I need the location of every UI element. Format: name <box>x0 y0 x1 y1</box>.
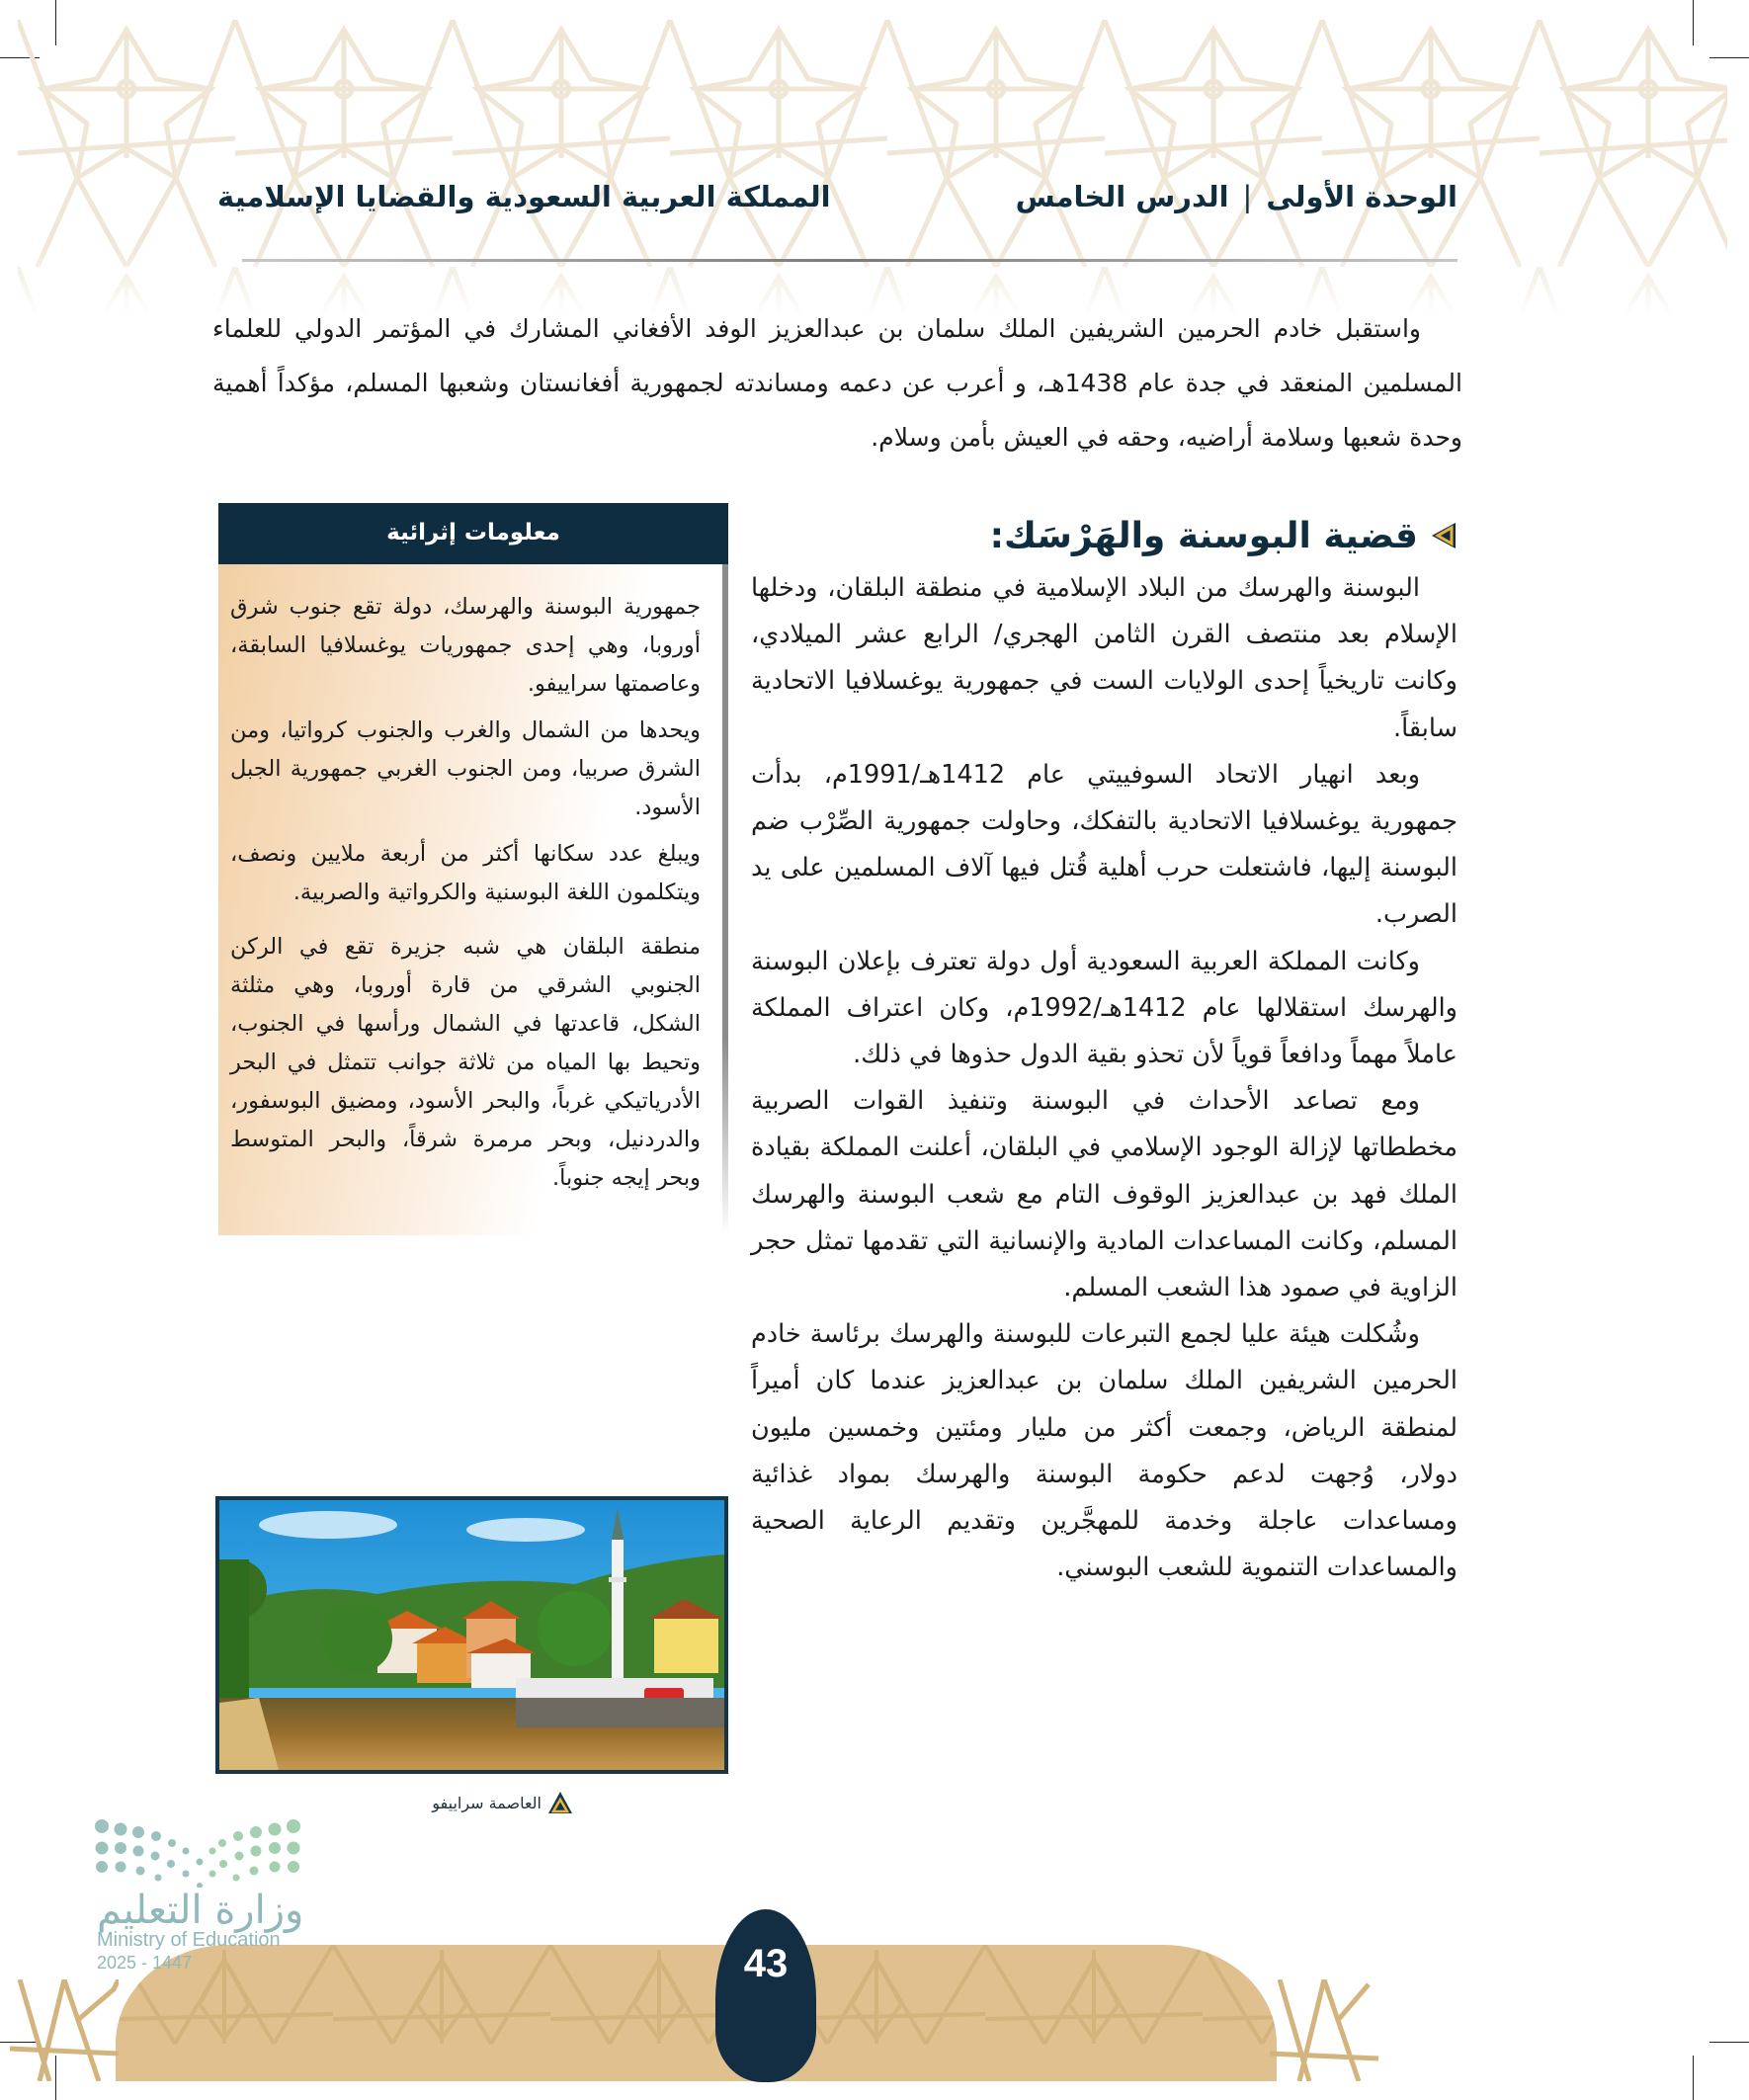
ministry-dots-icon <box>94 1818 316 1888</box>
photo-caption <box>375 1791 573 1814</box>
section-title: قضية البوسنة والهَرْسَك: <box>989 515 1418 556</box>
header-divider <box>242 259 1458 262</box>
header-lesson-path <box>1016 180 1458 213</box>
enrichment-title: معلومات إثرائية <box>218 503 728 564</box>
footer-pattern-right <box>1270 1979 1378 2081</box>
triangle-caption-icon <box>547 1791 573 1814</box>
main-paragraph: البوسنة والهرسك من البلاد الإسلامية في منطقة البلقان، ودخلها الإسلام بعد منتصف القرن الثامن الهجري/ الرابع عشر الميلادي، وكانت تاريخياً إحدى الولايات الست في جمهورية يوغسلافيا الاتحادية سابقاً. <box>751 573 1458 743</box>
header-geometric-pattern <box>18 20 1727 316</box>
header-lesson: الدرس الخامس <box>1015 180 1229 213</box>
enrichment-paragraph: منطقة البلقان هي شبه جزيرة تقع في الركن الجنوبي الشرقي من قارة أوروبا، وهي مثلثة الشكل، قاعدتها في الشمال ورأسها في الجنوب، وتحيط بها المياه من ثلاثة جوانب تتمثل في البحر الأدرياتيكي غرباً، والبحر الأسود، ومضيق البوسفور، والدردنيل، وبحر مرمرة شرقاً، والبحر المتوسط وبحر إيجه جنوباً. <box>230 934 701 1191</box>
enrichment-box <box>218 503 728 1235</box>
section-heading <box>751 506 1458 565</box>
enrichment-paragraph: جمهورية البوسنة والهرسك، دولة تقع جنوب شرق أوروبا، وهي إحدى جمهوريات يوغسلافيا السابقة، وعاصمتها سراييفو. <box>230 594 701 697</box>
intro-paragraph: واستقبل خادم الحرمين الشريفين الملك سلمان بن عبدالعزيز الوفد الأفغاني المشارك في المؤتمر الدولي للعلماء المسلمين المنعقد في جدة عام 1438هـ، و أعرب عن دعمه ومساندته لجمهورية أفغانستان وشعبها المسلم، مؤكداً أهمية وحدة شعبها وسلامة أراضيه، وحقه في العيش بأمن وسلام. <box>212 314 1462 452</box>
edition-year: 2025 - 1447 <box>97 1953 193 1973</box>
ministry-name-arabic: وزارة التعليم <box>97 1888 304 1933</box>
main-paragraph: وبعد انهيار الاتحاد السوفييتي عام 1412هـ/1991م، بدأت جمهورية يوغسلافيا الاتحادية بالتفكك، وحاولت جمهورية الصِّرْب ضم البوسنة إليها، فاشتعلت حرب أهلية قُتل فيها آلاف المسلمين على يد الصرب. <box>751 759 1458 930</box>
main-paragraph: وشُكلت هيئة عليا لجمع التبرعات للبوسنة والهرسك برئاسة خادم الحرمين الشريفين الملك سلمان بن عبدالعزيز عندما كان أميراً لمنطقة الرياض، وجمعت أكثر من مليار ومئتين وخمسين مليون دولار، وُجهت لدعم حكومة البوسنة والهرسك بمواد غذائية ومساعدات عاجلة وخدمة للمهجَّرين وتقديم الرعاية الصحية والمساعدات التنموية للشعب البوسني. <box>751 1319 1458 1583</box>
triangle-pointer-icon <box>1430 521 1458 550</box>
footer-pattern-left <box>10 1979 119 2081</box>
intro-section <box>212 301 1462 464</box>
crop-mark <box>1709 2042 1749 2043</box>
sarajevo-photo <box>215 1496 728 1774</box>
main-column <box>751 506 1458 1591</box>
enrichment-paragraph: ويبلغ عدد سكانها أكثر من أربعة ملايين ونصف، ويتكلمون اللغة البوسنية والكرواتية والصربية. <box>230 841 701 905</box>
footer-band <box>116 1945 1277 2081</box>
caption-text: العاصمة سراييفو <box>432 1793 541 1812</box>
header-subject: المملكة العربية السعودية والقضايا الإسلامية <box>217 180 831 213</box>
main-paragraph: ومع تصاعد الأحداث في البوسنة وتنفيذ القوات الصربية مخططاتها لإزالة الوجود الإسلامي في البلقان، أعلنت المملكة بقيادة الملك فهد بن عبدالعزيز الوقوف التام مع شعب البوسنة والهرسك المسلم، وكانت المساعدات المادية والإنسانية التي تقدمها تمثل حجر الزاوية في صمود هذا الشعب المسلم. <box>751 1086 1458 1303</box>
main-paragraph: وكانت المملكة العربية السعودية أول دولة تعترف بإعلان البوسنة والهرسك استقلالها عام 1412هـ/1992م، وكان اعتراف المملكة عاملاً مهماً ودافعاً قوياً لأن تحذو بقية الدول حذوها في ذلك. <box>751 946 1458 1070</box>
page-number: 43 <box>715 1909 816 2082</box>
header-unit: الوحدة الأولى <box>1266 180 1458 213</box>
enrichment-body <box>218 564 728 1235</box>
header-separator: | <box>1242 180 1253 213</box>
running-header <box>217 180 1458 229</box>
crop-mark <box>1693 2056 1694 2100</box>
ministry-name-english: Ministry of Education <box>97 1929 281 1951</box>
photo-illustration <box>219 1500 724 1770</box>
enrichment-paragraph: ويحدها من الشمال والغرب والجنوب كرواتيا، ومن الشرق صربيا، ومن الجنوب الغربي جمهورية الجبل الأسود. <box>230 717 701 820</box>
